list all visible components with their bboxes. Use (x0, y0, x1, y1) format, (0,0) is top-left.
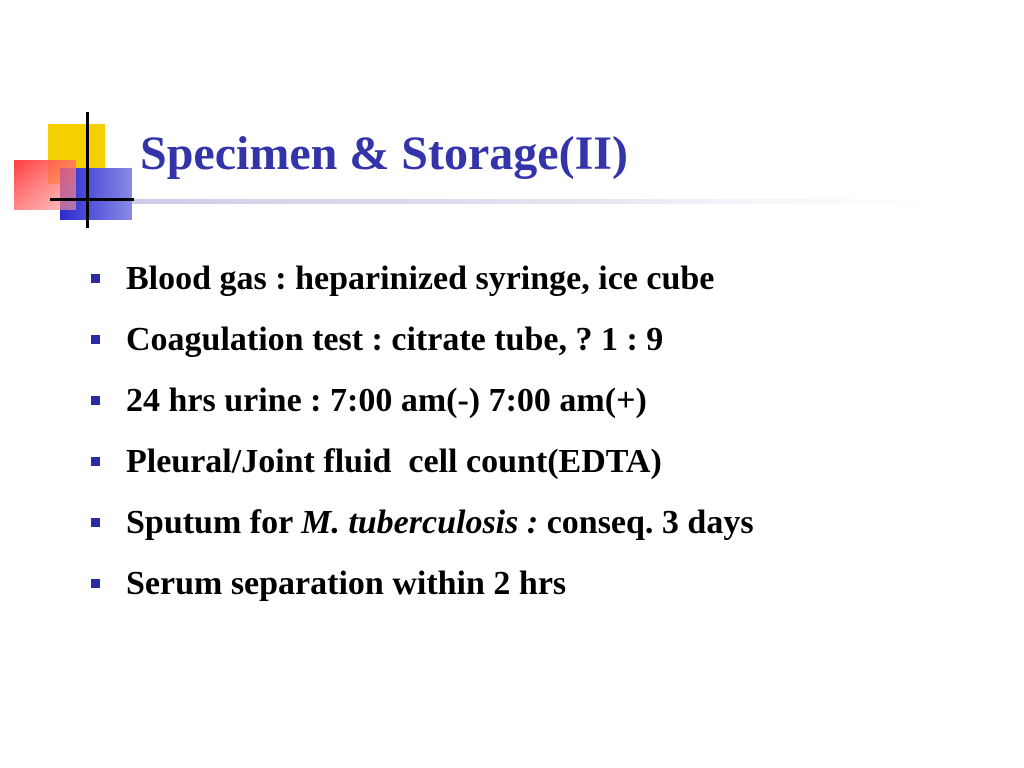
bullet-text-after: conseq. 3 days (546, 503, 754, 541)
square-bullet-icon (91, 518, 100, 527)
square-bullet-icon (91, 274, 100, 283)
bullet-text: 24 hrs urine : 7:00 am(-) 7:00 am(+) (126, 381, 647, 419)
square-bullet-icon (91, 457, 100, 466)
vertical-rule (86, 112, 89, 228)
slide-title: Specimen & Storage(II) (140, 127, 628, 180)
title-decoration (0, 0, 1024, 240)
bullet-list (88, 248, 754, 614)
list-item (88, 553, 754, 614)
bullet-text-italic-organism: M. tuberculosis : (301, 503, 547, 541)
bullet-text: Pleural/Joint fluid cell count(EDTA) (126, 442, 662, 480)
bullet-text: Coagulation test : citrate tube, ? 1 : 9 (126, 320, 664, 358)
list-item (88, 431, 754, 492)
square-bullet-icon (91, 335, 100, 344)
list-item (88, 370, 754, 431)
horizontal-rule (50, 198, 134, 201)
square-bullet-icon (91, 579, 100, 588)
red-square (14, 160, 76, 210)
bullet-text: Serum separation within 2 hrs (126, 564, 567, 602)
bullet-text: Blood gas : heparinized syringe, ice cube (126, 259, 715, 297)
list-item (88, 309, 754, 370)
bullet-text-before: Sputum for (126, 503, 302, 541)
title-underline (60, 199, 1020, 204)
list-item (88, 492, 754, 553)
list-item (88, 248, 754, 309)
square-bullet-icon (91, 396, 100, 405)
